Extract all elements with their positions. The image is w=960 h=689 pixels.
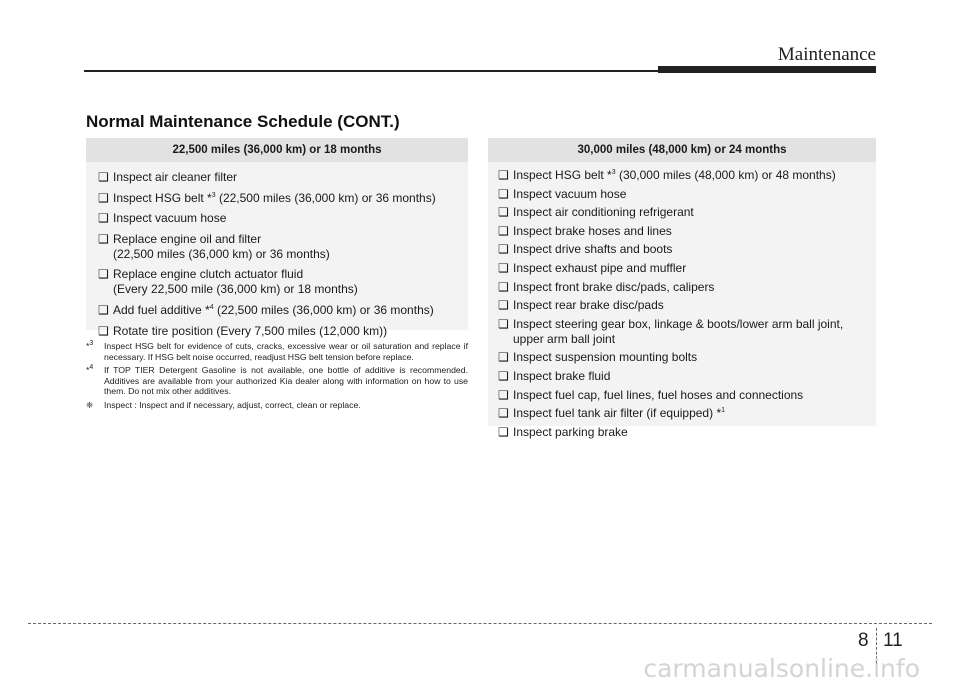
footer-divider: [28, 623, 932, 624]
checkbox-icon: ❑: [498, 205, 509, 220]
item-text: Inspect brake hoses and lines: [513, 223, 672, 238]
item-text: Inspect parking brake: [513, 424, 628, 439]
checkbox-icon: ❑: [98, 231, 109, 246]
footnote-text: Inspect HSG belt for evidence of cuts, cracks, excessive wear or oil saturation and replace if necessary. If HSG belt noise occurred, readjust HSG belt tension before replace.: [104, 341, 468, 362]
footnote-ref: 3: [211, 191, 216, 199]
checklist-item: [98, 170, 458, 185]
footnote-4: *$^4$ If TOP TIER Detergent Gasoline is not available, one bottle of additive is recommended. Additives are available from your authorized Kia dealer along with information on how to use them. Do not mix other additives.: [86, 364, 468, 397]
item-text: Inspect fuel cap, fuel lines, fuel hoses and connections: [513, 387, 804, 402]
schedule-panel-22500: [86, 138, 468, 338]
checklist-item: [498, 406, 866, 421]
checklist-item: [498, 261, 866, 276]
section-title: Normal Maintenance Schedule (CONT.): [86, 112, 400, 131]
checklist-item: [498, 369, 866, 384]
checkbox-icon: ❑: [498, 406, 509, 421]
footnotes: [86, 341, 468, 414]
checklist-item: [498, 187, 866, 202]
checklist-item: [498, 317, 866, 347]
checkbox-icon: ❑: [98, 267, 109, 282]
schedule-panel-30000: [488, 138, 876, 439]
footnote-inspect: [86, 400, 468, 411]
checkbox-icon: ❑: [498, 223, 509, 238]
checklist-item: [98, 267, 458, 297]
watermark: carmanualsonline.info: [643, 654, 920, 683]
footnote-text: Inspect : Inspect and if necessary, adjust, correct, clean or replace.: [104, 399, 361, 410]
item-text: Inspect HSG belt *: [513, 168, 612, 182]
item-text: Inspect brake fluid: [513, 368, 611, 383]
checkbox-icon: ❑: [498, 298, 509, 313]
footnote-text: If TOP TIER Detergent Gasoline is not available, one bottle of additive is recommended. Additives are available from your authorized Kia dealer along with information on how to use them. Do not mix other additives.: [104, 365, 468, 397]
checkbox-icon: ❑: [498, 279, 509, 294]
checkbox-icon: ❑: [498, 424, 509, 439]
item-interval: (30,000 miles (48,000 km) or 48 months): [615, 168, 836, 182]
checkbox-icon: ❑: [98, 170, 109, 184]
checklist-item: [498, 224, 866, 239]
item-text: Rotate tire position (Every 7,500 miles (12,000 km)): [113, 323, 388, 338]
footnote-ref: 3: [611, 169, 616, 176]
checklist-item: [498, 350, 866, 365]
checklist-item: [98, 232, 458, 262]
checkbox-icon: ❑: [498, 260, 509, 275]
note-mark-icon: ❈: [86, 399, 94, 410]
checkbox-icon: ❑: [498, 316, 509, 331]
checklist-item: [498, 298, 866, 313]
item-text: Inspect HSG belt *: [113, 190, 212, 205]
chapter-number: 8: [858, 630, 869, 651]
checklist-item: [98, 191, 458, 206]
checkbox-icon: ❑: [498, 186, 509, 201]
checklist-item: [498, 388, 866, 403]
checklist: [86, 162, 468, 339]
checkbox-icon: ❑: [98, 323, 109, 338]
item-text-line2: upper arm ball joint: [513, 331, 616, 346]
panel-heading: 22,500 miles (36,000 km) or 18 months: [86, 138, 468, 162]
checkbox-icon: ❑: [498, 350, 509, 365]
footnote-ref: 1: [721, 407, 726, 415]
item-text-line2: (Every 22,500 mile (36,000 km) or 18 months): [113, 282, 358, 297]
checklist-item: [498, 168, 866, 183]
item-text: Inspect vacuum hose: [113, 211, 227, 226]
checklist-item: [98, 303, 458, 318]
item-text: Replace engine clutch actuator fluid: [113, 267, 304, 282]
checklist-item: [498, 425, 866, 440]
item-text: Inspect fuel tank air filter (if equipped) *: [513, 406, 722, 421]
checkbox-icon: ❑: [98, 190, 109, 205]
panel-heading: 30,000 miles (48,000 km) or 24 months: [488, 138, 876, 162]
item-text: Inspect exhaust pipe and muffler: [513, 260, 687, 275]
checkbox-icon: ❑: [498, 368, 509, 383]
checkbox-icon: ❑: [498, 387, 509, 402]
page-number: 11: [883, 630, 903, 651]
item-text: Inspect air conditioning refrigerant: [513, 205, 694, 220]
item-text: Inspect vacuum hose: [513, 186, 627, 201]
footnote-ref: 4: [209, 303, 214, 311]
header-title: Maintenance: [777, 44, 876, 65]
checklist: [488, 162, 876, 440]
header-rule-thin: [84, 70, 664, 72]
item-text: Inspect rear brake disc/pads: [513, 298, 664, 313]
item-text: Replace engine oil and filter: [113, 231, 262, 246]
checklist-item: [498, 205, 866, 220]
checkbox-icon: ❑: [98, 302, 109, 317]
item-text: Inspect drive shafts and boots: [513, 242, 673, 257]
item-interval: (22,500 miles (36,000 km) or 36 months): [215, 190, 436, 205]
item-text: Inspect suspension mounting bolts: [513, 350, 698, 365]
checklist-item: [98, 324, 458, 339]
checkbox-icon: ❑: [98, 211, 109, 226]
checkbox-icon: ❑: [498, 168, 509, 182]
checklist-item: [498, 242, 866, 257]
item-text: Inspect front brake disc/pads, calipers: [513, 279, 715, 294]
item-text: Add fuel additive *: [113, 302, 210, 317]
checklist-item: [498, 280, 866, 295]
item-text: Inspect air cleaner filter: [113, 170, 238, 184]
item-text: Inspect steering gear box, linkage & boots/lower arm ball joint,: [513, 316, 844, 331]
footnote-3: *$^3$ Inspect HSG belt for evidence of cuts, cracks, excessive wear or oil saturation and replace if necessary. If HSG belt noise occurred, readjust HSG belt tension before replace.: [86, 340, 468, 362]
item-interval: (22,500 miles (36,000 km) or 36 months): [213, 302, 434, 317]
header-rule-thick: [658, 66, 876, 73]
item-text-line2: (22,500 miles (36,000 km) or 36 months): [113, 246, 330, 261]
checkbox-icon: ❑: [498, 242, 509, 257]
checklist-item: [98, 211, 458, 226]
